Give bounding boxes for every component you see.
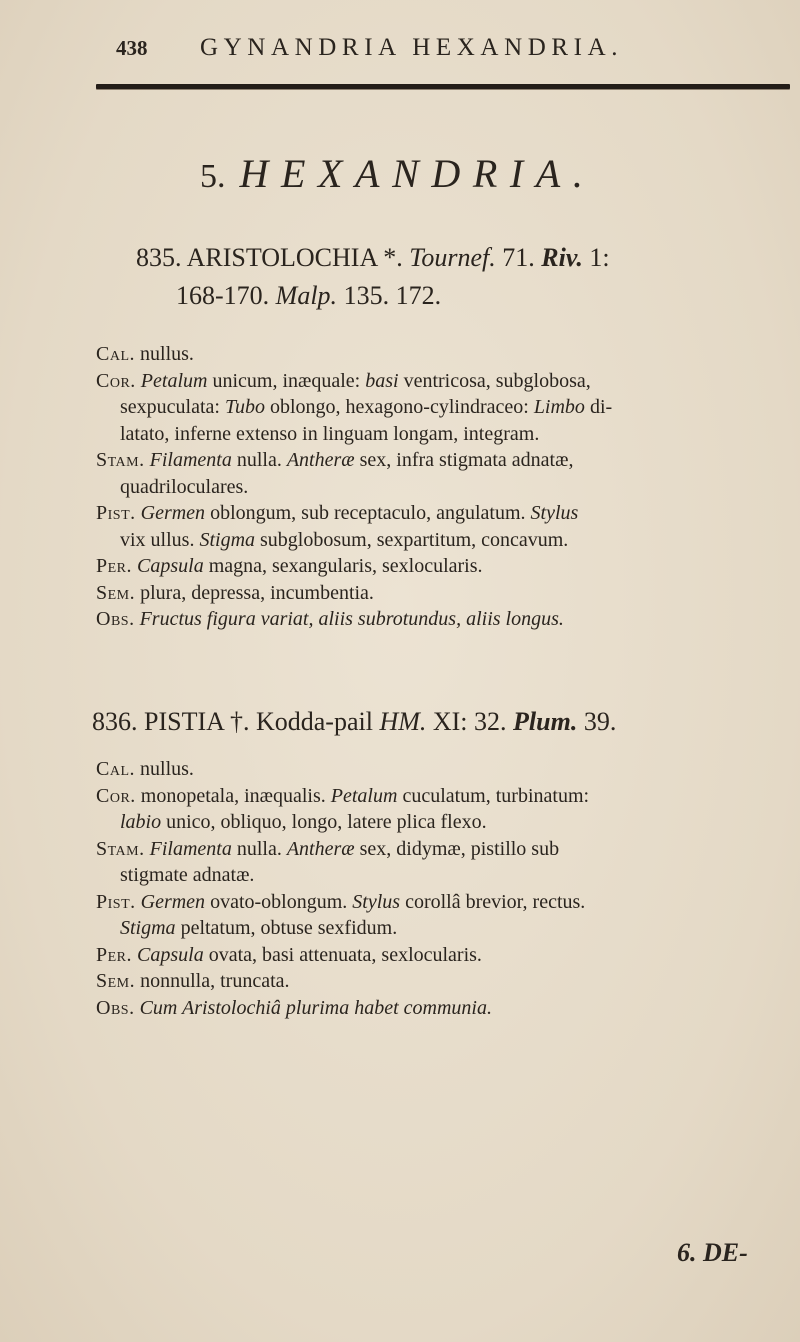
description-line — [96, 447, 796, 474]
description-line — [96, 942, 796, 969]
description-text: sexpuculata: — [120, 396, 225, 418]
reference-author: Kodda-pail — [255, 707, 373, 736]
description-text: cuculatum, turbinatum: — [397, 784, 590, 807]
part-label: Cal. — [96, 343, 136, 365]
italic-term: Stylus — [352, 890, 401, 913]
italic-term: Germen — [140, 502, 206, 524]
italic-term: Petalum — [330, 784, 398, 807]
page-header — [96, 32, 770, 64]
running-head: GYNANDRIA HEXANDRIA. — [200, 34, 624, 61]
part-label: Pist. — [96, 890, 136, 913]
italic-term: basi — [365, 369, 399, 392]
reference-pages: XI: 32. — [432, 707, 507, 736]
description-line — [96, 756, 796, 783]
description-line — [96, 341, 796, 368]
description-text: ventricosa, subglobosa, — [398, 369, 591, 392]
part-label: Stam. — [96, 837, 145, 860]
description-text: di- — [584, 396, 613, 418]
entry-835-description — [96, 341, 796, 633]
reference-author: Plum. — [513, 707, 578, 736]
catchword: 6. DE- — [677, 1238, 748, 1267]
description-text: nullus. — [140, 343, 194, 365]
italic-term: Filamenta — [149, 449, 232, 471]
part-label: Cor. — [96, 784, 136, 807]
part-label: Sem. — [96, 970, 136, 992]
description-text: stigmate adnatæ. — [120, 864, 255, 886]
description-line — [96, 500, 796, 527]
description-line — [96, 553, 796, 580]
entry-number: 836. — [92, 707, 138, 736]
italic-term: Capsula — [137, 555, 204, 577]
description-line — [96, 836, 796, 863]
italic-term: Stigma — [120, 917, 176, 939]
part-label: Cal. — [96, 758, 136, 780]
reference-pages: 135. 172. — [343, 281, 442, 310]
reference-pages: 71. — [502, 243, 535, 272]
reference-author: Riv. — [541, 243, 583, 272]
description-text: sex, didymæ, pistillo sub — [354, 837, 560, 860]
section-number: 5. — [200, 158, 226, 195]
part-label: Stam. — [96, 449, 145, 471]
description-text: magna, sexangularis, sexlocularis. — [203, 555, 483, 577]
reference-author: Tournef. — [409, 243, 496, 272]
reference-author: HM. — [379, 707, 427, 736]
description-line — [96, 394, 796, 421]
section-name: HEXANDRIA. — [239, 151, 596, 196]
italic-term: Antheræ — [286, 837, 355, 860]
description-text: unico, obliquo, longo, latere plica flexo. — [161, 811, 487, 833]
description-line — [96, 862, 796, 889]
part-label: Obs. — [96, 996, 135, 1019]
italic-term: Stylus — [530, 502, 579, 524]
italic-term: Filamenta — [149, 837, 232, 860]
reference-author: Malp. — [275, 281, 338, 310]
description-line — [96, 368, 796, 395]
description-text: vix ullus. — [120, 528, 200, 551]
description-line — [96, 809, 796, 836]
genus-name: PISTIA †. — [144, 707, 250, 736]
description-text: ovata, basi attenuata, sexlocularis. — [203, 943, 482, 966]
description-line — [96, 968, 796, 995]
description-text: monopetala, inæqualis. — [140, 784, 331, 807]
description-text: quadriloculares. — [120, 475, 249, 498]
italic-term: Capsula — [137, 943, 204, 966]
part-label: Per. — [96, 943, 133, 966]
description-text: subglobosum, sexpartitum, concavum. — [255, 528, 569, 551]
description-text: nonnulla, truncata. — [140, 970, 290, 992]
reference-pages: 39. — [583, 707, 617, 736]
description-text: corollâ brevior, rectus. — [400, 890, 586, 913]
entry-836-description — [96, 756, 796, 1021]
part-label: Sem. — [96, 581, 136, 604]
part-label: Pist. — [96, 502, 136, 524]
italic-term: Stigma — [199, 528, 256, 551]
description-text: oblongum, sub receptaculo, angulatum. — [205, 502, 531, 524]
description-text: nullus. — [140, 758, 194, 780]
italic-term: Fructus figura variat, aliis subrotundus, aliis longus. — [139, 608, 564, 630]
italic-term: labio — [120, 811, 162, 833]
part-label: Obs. — [96, 608, 135, 630]
part-label: Per. — [96, 555, 133, 577]
description-text: latato, inferne extenso in linguam longam, integram. — [120, 422, 540, 445]
description-text: nulla. — [231, 449, 287, 471]
italic-term: Cum Aristolochiâ plurima habet communia. — [139, 996, 492, 1019]
description-line — [96, 915, 796, 942]
entry-number: 835. — [136, 243, 182, 272]
reference-pages: 1: — [589, 243, 610, 272]
page-number: 438 — [116, 36, 148, 60]
description-text: nulla. — [231, 837, 287, 860]
description-text: ovato-oblongum. — [205, 890, 353, 913]
description-line — [96, 606, 796, 633]
entry-836-heading — [92, 703, 616, 741]
italic-term: Tubo — [224, 396, 265, 418]
italic-term: Antheræ — [286, 449, 355, 471]
part-label: Cor. — [96, 369, 136, 392]
description-line — [96, 421, 796, 448]
italic-term: Petalum — [140, 369, 208, 392]
italic-term: Germen — [140, 890, 206, 913]
description-text: peltatum, obtuse sexfidum. — [175, 917, 398, 939]
description-text: sex, infra stigmata adnatæ, — [354, 449, 574, 471]
description-line — [96, 995, 796, 1022]
description-line — [96, 527, 796, 554]
reference-pages: 168-170. — [176, 281, 270, 310]
description-line — [96, 474, 796, 501]
entry-835-heading — [136, 239, 610, 315]
description-line — [96, 783, 796, 810]
description-text: unicum, inæquale: — [207, 369, 366, 392]
italic-term: Limbo — [533, 396, 585, 418]
description-text: oblongo, hexagono-cylindraceo: — [265, 396, 534, 418]
description-line — [96, 889, 796, 916]
section-title — [200, 150, 595, 197]
description-line — [96, 580, 796, 607]
genus-name: ARISTOLOCHIA *. — [186, 243, 403, 272]
header-rule — [96, 84, 790, 89]
description-text: plura, depressa, incumbentia. — [140, 581, 374, 604]
